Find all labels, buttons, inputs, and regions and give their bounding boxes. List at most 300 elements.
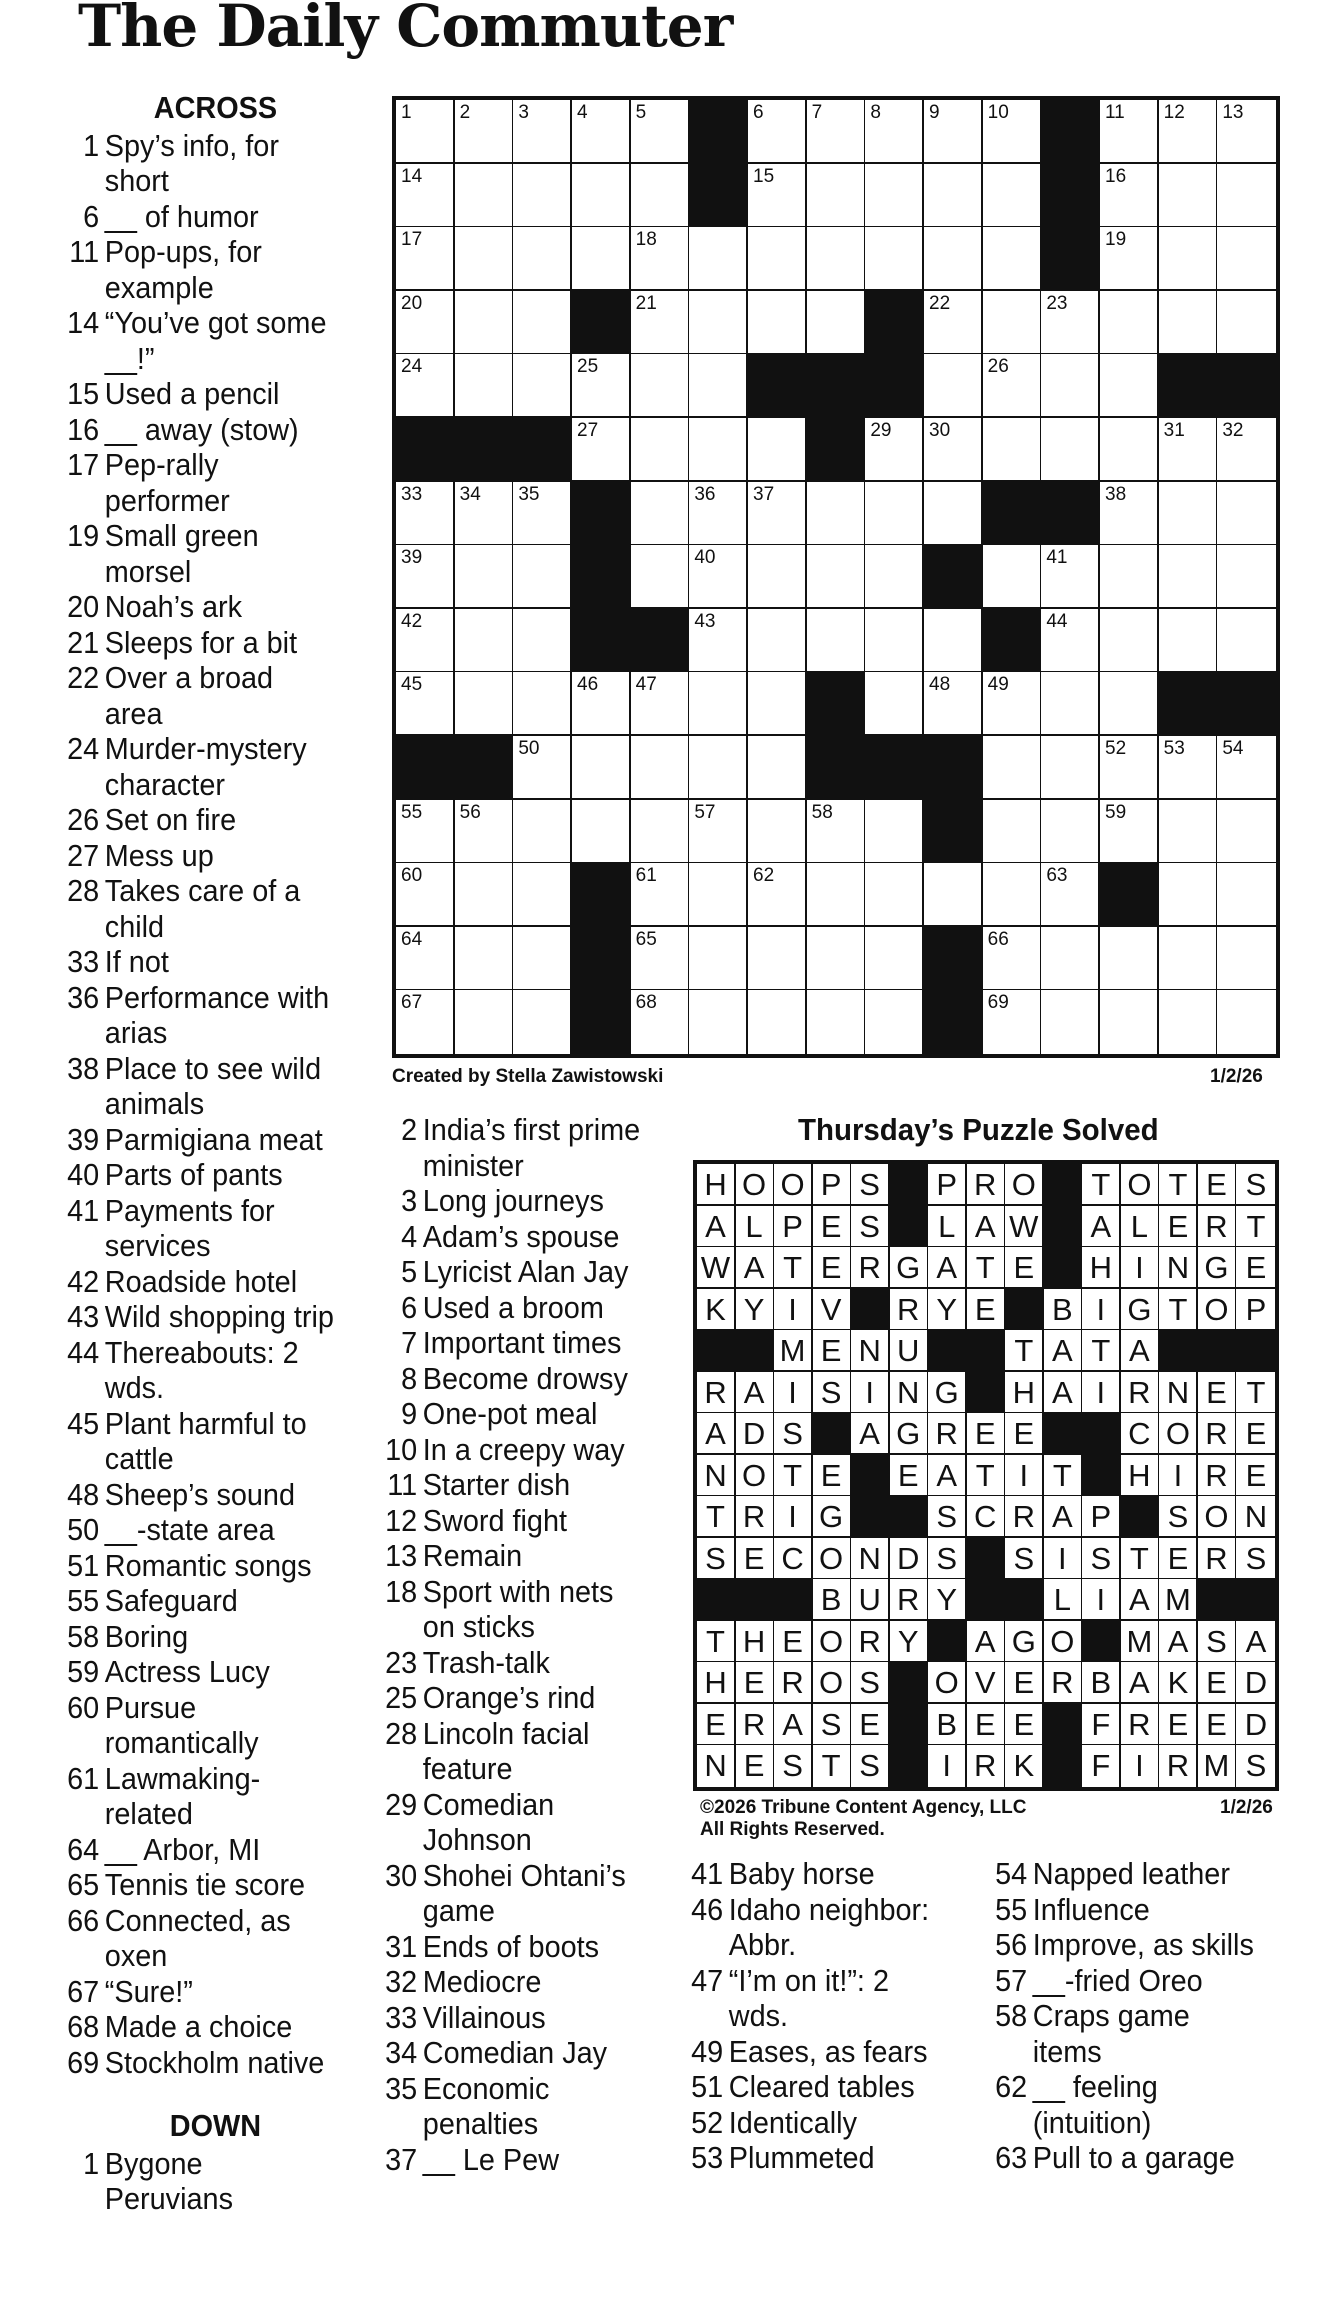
grid-cell[interactable]	[631, 354, 690, 418]
clue-item[interactable]	[62, 1157, 369, 1193]
grid-cell[interactable]	[631, 863, 690, 927]
clue-item[interactable]	[380, 1254, 659, 1290]
clue-item[interactable]	[62, 2009, 369, 2045]
grid-cell[interactable]	[807, 291, 866, 355]
grid-cell[interactable]	[455, 672, 514, 736]
grid-cell[interactable]	[455, 927, 514, 991]
grid-cell[interactable]	[396, 609, 455, 673]
solution-letter: L	[1130, 1208, 1148, 1244]
solution-cell	[1005, 1496, 1044, 1538]
solution-letter: O	[1050, 1623, 1075, 1659]
grid-cell[interactable]	[455, 100, 514, 164]
grid-cell[interactable]	[1159, 609, 1218, 673]
clue-item[interactable]	[990, 1998, 1297, 2069]
solution-letter: F	[1091, 1706, 1111, 1742]
grid-cell[interactable]	[807, 863, 866, 927]
clue-text: Sheep’s sound	[104, 1476, 296, 1512]
grid-cell[interactable]	[865, 418, 924, 482]
grid-cell[interactable]	[572, 418, 631, 482]
solution-cell	[1159, 1413, 1198, 1455]
grid-cell[interactable]	[807, 609, 866, 673]
grid-cell[interactable]	[689, 927, 748, 991]
clue-item[interactable]	[62, 447, 369, 518]
clue-item[interactable]	[686, 1963, 965, 2034]
clue-item[interactable]	[380, 1929, 659, 1965]
grid-cell[interactable]	[1100, 100, 1159, 164]
grid-cell[interactable]	[631, 545, 690, 609]
grid-cell[interactable]	[631, 927, 690, 991]
grid-cell[interactable]	[689, 418, 748, 482]
clue-item[interactable]	[62, 1193, 369, 1264]
solution-cell	[774, 1206, 813, 1248]
grid-cell[interactable]	[1217, 800, 1276, 864]
grid-cell[interactable]	[748, 672, 807, 736]
grid-cell[interactable]	[748, 609, 807, 673]
clue-item[interactable]	[380, 1325, 659, 1361]
clue-item[interactable]	[62, 2146, 369, 2217]
grid-cell[interactable]	[924, 291, 983, 355]
solution-cell	[851, 1247, 890, 1289]
grid-cell[interactable]	[396, 800, 455, 864]
clue-item[interactable]	[380, 1183, 659, 1219]
clue-item[interactable]	[62, 1690, 369, 1761]
clue-item[interactable]	[62, 234, 369, 305]
clue-item[interactable]	[380, 1112, 659, 1183]
grid-cell[interactable]	[631, 800, 690, 864]
grid-cell[interactable]	[748, 418, 807, 482]
grid-cell[interactable]	[1100, 800, 1159, 864]
grid-cell[interactable]	[865, 609, 924, 673]
grid-cell[interactable]	[455, 545, 514, 609]
grid-cell[interactable]	[689, 609, 748, 673]
grid-cell[interactable]	[748, 482, 807, 546]
grid-cell[interactable]	[513, 545, 572, 609]
clue-item[interactable]	[380, 1858, 659, 1929]
grid-cell[interactable]	[748, 545, 807, 609]
grid-cell[interactable]	[1100, 354, 1159, 418]
grid-cell[interactable]	[689, 736, 748, 800]
grid-cell[interactable]	[396, 863, 455, 927]
grid-cell[interactable]	[1217, 609, 1276, 673]
grid-cell[interactable]	[513, 800, 572, 864]
grid-cell[interactable]	[455, 609, 514, 673]
solution-cell	[813, 1247, 852, 1289]
grid-cell[interactable]	[748, 990, 807, 1054]
grid-cell[interactable]	[396, 164, 455, 228]
clue-item[interactable]	[62, 802, 369, 838]
grid-cell[interactable]	[631, 672, 690, 736]
grid-cell[interactable]	[455, 990, 514, 1054]
grid-cell[interactable]	[1041, 609, 1100, 673]
grid-cell[interactable]	[689, 800, 748, 864]
clue-item[interactable]	[62, 625, 369, 661]
grid-cell[interactable]	[1217, 482, 1276, 546]
clue-item[interactable]	[62, 1867, 369, 1903]
solution-letter: E	[1206, 1665, 1227, 1701]
grid-cell[interactable]	[865, 863, 924, 927]
clue-item[interactable]	[380, 1219, 659, 1255]
clue-item[interactable]	[62, 1583, 369, 1619]
grid-cell[interactable]	[572, 227, 631, 291]
clue-item[interactable]	[380, 1964, 659, 2000]
clue-text: Performance with	[104, 979, 330, 1015]
clue-item[interactable]	[380, 1432, 659, 1468]
grid-cell[interactable]	[1217, 863, 1276, 927]
clue-item[interactable]	[62, 1761, 369, 1832]
grid-cell[interactable]	[1159, 227, 1218, 291]
clue-item[interactable]	[62, 412, 369, 448]
grid-cell[interactable]	[1041, 291, 1100, 355]
grid-cell[interactable]	[455, 800, 514, 864]
grid-cell[interactable]	[1159, 164, 1218, 228]
grid-cell[interactable]	[1041, 672, 1100, 736]
grid-cell[interactable]	[807, 100, 866, 164]
clue-item[interactable]	[380, 1645, 659, 1681]
solution-letter: A	[1129, 1665, 1150, 1701]
clue-item[interactable]	[62, 731, 369, 802]
grid-cell[interactable]	[572, 672, 631, 736]
grid-cell[interactable]	[572, 800, 631, 864]
clue-item[interactable]	[990, 1927, 1297, 1963]
grid-cell[interactable]	[1217, 227, 1276, 291]
clue-item[interactable]	[990, 1892, 1297, 1928]
grid-cell[interactable]	[1100, 291, 1159, 355]
grid-cell[interactable]	[689, 227, 748, 291]
grid-cell[interactable]	[631, 990, 690, 1054]
grid-cell[interactable]	[631, 291, 690, 355]
grid-cell[interactable]	[1100, 990, 1159, 1054]
clue-item[interactable]	[380, 1290, 659, 1326]
grid-cell[interactable]	[396, 354, 455, 418]
clue-item[interactable]	[62, 1903, 369, 1974]
grid-cell[interactable]	[748, 227, 807, 291]
clue-item[interactable]	[990, 1856, 1297, 1892]
clue-number: 9	[401, 1396, 418, 1431]
clue-item[interactable]	[62, 1264, 369, 1300]
grid-cell[interactable]	[1159, 990, 1218, 1054]
clue-item[interactable]	[62, 873, 369, 944]
clue-item[interactable]	[62, 518, 369, 589]
grid-cell[interactable]	[807, 482, 866, 546]
grid-cell[interactable]	[513, 672, 572, 736]
grid-cell[interactable]	[1159, 100, 1218, 164]
grid-cell[interactable]	[689, 482, 748, 546]
grid-cell[interactable]	[748, 800, 807, 864]
clue-item[interactable]	[380, 1538, 659, 1574]
grid-cell[interactable]	[513, 291, 572, 355]
clue-item[interactable]	[380, 2035, 659, 2071]
clue-item[interactable]	[62, 1654, 369, 1690]
grid-cell[interactable]	[1159, 736, 1218, 800]
clue-item[interactable]	[990, 2140, 1297, 2176]
grid-cell[interactable]	[983, 736, 1042, 800]
clue-item[interactable]	[380, 1574, 659, 1645]
grid-cell[interactable]	[396, 545, 455, 609]
grid-cell[interactable]	[513, 736, 572, 800]
clue-item[interactable]	[380, 1503, 659, 1539]
clue-item[interactable]	[62, 376, 369, 412]
grid-cell[interactable]	[865, 672, 924, 736]
clue-item[interactable]	[990, 1963, 1297, 1999]
grid-cell[interactable]	[865, 800, 924, 864]
grid-cell[interactable]	[1217, 927, 1276, 991]
clue-item[interactable]	[62, 1406, 369, 1477]
grid-cell[interactable]	[689, 354, 748, 418]
solution-letter: S	[1090, 1540, 1112, 1576]
grid-cell[interactable]	[983, 863, 1042, 927]
grid-cell[interactable]	[1041, 800, 1100, 864]
grid-cell[interactable]	[748, 736, 807, 800]
grid-cell[interactable]	[865, 990, 924, 1054]
solution-cell	[1044, 1579, 1083, 1621]
grid-cell[interactable]	[983, 354, 1042, 418]
grid-cell[interactable]	[1217, 164, 1276, 228]
clue-item[interactable]	[62, 1974, 369, 2010]
grid-cell[interactable]	[1041, 927, 1100, 991]
grid-cell[interactable]	[631, 736, 690, 800]
clue-item[interactable]	[62, 2045, 369, 2081]
grid-cell[interactable]	[924, 863, 983, 927]
clue-item[interactable]	[62, 1335, 369, 1406]
grid-cell[interactable]	[865, 482, 924, 546]
grid-cell[interactable]	[455, 863, 514, 927]
grid-cell[interactable]	[396, 990, 455, 1054]
clue-item[interactable]	[62, 199, 369, 235]
clue-item[interactable]	[686, 2034, 965, 2070]
grid-cell[interactable]	[924, 100, 983, 164]
grid-cell[interactable]	[1041, 545, 1100, 609]
clue-item[interactable]	[686, 2140, 965, 2176]
grid-cell[interactable]	[983, 291, 1042, 355]
grid-cell[interactable]	[1217, 990, 1276, 1054]
grid-cell[interactable]	[924, 482, 983, 546]
grid-cell[interactable]	[631, 418, 690, 482]
grid-cell[interactable]	[983, 672, 1042, 736]
grid-cell[interactable]	[983, 545, 1042, 609]
solution-cell	[1044, 1621, 1083, 1663]
clue-item[interactable]	[380, 1680, 659, 1716]
clue-item[interactable]	[62, 1477, 369, 1513]
grid-cell[interactable]	[513, 354, 572, 418]
clue-item[interactable]	[686, 1856, 965, 1892]
grid-cell[interactable]	[631, 100, 690, 164]
grid-cell[interactable]	[689, 990, 748, 1054]
grid-cell[interactable]	[983, 800, 1042, 864]
grid-cell[interactable]	[1159, 418, 1218, 482]
grid-cell[interactable]	[631, 227, 690, 291]
grid-cell[interactable]	[455, 227, 514, 291]
grid-cell[interactable]	[513, 863, 572, 927]
grid-cell[interactable]	[1217, 291, 1276, 355]
clue-number: 66	[67, 1902, 100, 1938]
grid-cell[interactable]	[748, 863, 807, 927]
grid-cell[interactable]	[865, 545, 924, 609]
grid-cell[interactable]	[924, 609, 983, 673]
clue-item[interactable]	[686, 2105, 965, 2141]
grid-cell[interactable]	[513, 100, 572, 164]
grid-cell[interactable]	[1041, 418, 1100, 482]
solution-letter: P	[782, 1208, 803, 1244]
grid-cell[interactable]	[396, 927, 455, 991]
grid-cell[interactable]	[513, 990, 572, 1054]
grid-cell[interactable]	[924, 227, 983, 291]
grid-cell[interactable]	[807, 545, 866, 609]
grid-cell[interactable]	[572, 354, 631, 418]
grid-cell[interactable]	[1100, 482, 1159, 546]
solution-letter: S	[859, 1167, 880, 1202]
grid-cell[interactable]	[924, 164, 983, 228]
clue-item[interactable]	[686, 2069, 965, 2105]
solution-letter: S	[782, 1748, 803, 1784]
clue-number: 43	[67, 1299, 100, 1334]
clue-item[interactable]	[62, 589, 369, 625]
grid-cell[interactable]	[865, 227, 924, 291]
grid-cell[interactable]	[1217, 100, 1276, 164]
grid-cell[interactable]	[689, 672, 748, 736]
grid-cell[interactable]	[1041, 990, 1100, 1054]
cell-number: 6	[753, 102, 764, 123]
grid-cell[interactable]	[1159, 800, 1218, 864]
grid-cell[interactable]	[513, 227, 572, 291]
grid-cell[interactable]	[807, 164, 866, 228]
grid-cell[interactable]	[455, 164, 514, 228]
grid-cell[interactable]	[396, 482, 455, 546]
grid-cell[interactable]	[1100, 672, 1159, 736]
clue-item[interactable]	[62, 128, 369, 199]
grid-cell[interactable]	[1041, 354, 1100, 418]
grid-cell[interactable]	[1100, 545, 1159, 609]
grid-cell[interactable]	[983, 990, 1042, 1054]
grid-cell[interactable]	[748, 291, 807, 355]
grid-cell[interactable]	[983, 418, 1042, 482]
grid-cell[interactable]	[1100, 164, 1159, 228]
grid-cell[interactable]	[455, 291, 514, 355]
clue-item[interactable]	[990, 2069, 1297, 2140]
grid-cell[interactable]	[807, 800, 866, 864]
grid-cell[interactable]	[689, 863, 748, 927]
clue-text: Johnson	[422, 1822, 532, 1857]
grid-cell[interactable]	[1159, 863, 1218, 927]
clue-item[interactable]	[380, 1787, 659, 1858]
clue-item[interactable]	[62, 1299, 369, 1335]
grid-cell[interactable]	[513, 482, 572, 546]
grid-cell[interactable]	[1100, 227, 1159, 291]
grid-cell[interactable]	[572, 736, 631, 800]
grid-cell[interactable]	[689, 545, 748, 609]
clue-item[interactable]	[380, 1716, 659, 1787]
grid-cell[interactable]	[396, 291, 455, 355]
clue-item[interactable]	[62, 1619, 369, 1655]
grid-cell[interactable]	[1100, 736, 1159, 800]
solution-letter: S	[782, 1416, 803, 1452]
clue-item[interactable]	[380, 2000, 659, 2036]
grid-cell[interactable]	[1217, 545, 1276, 609]
clue-number: 50	[67, 1512, 100, 1547]
clue-item[interactable]	[62, 305, 369, 376]
grid-cell[interactable]	[983, 227, 1042, 291]
grid-cell[interactable]	[1100, 927, 1159, 991]
clue-item[interactable]	[686, 1892, 965, 1963]
grid-cell[interactable]	[1159, 291, 1218, 355]
clue-item[interactable]	[62, 1122, 369, 1158]
grid-cell[interactable]	[1159, 927, 1218, 991]
grid-cell[interactable]	[513, 927, 572, 991]
grid-cell[interactable]	[807, 927, 866, 991]
grid-cell[interactable]	[1217, 736, 1276, 800]
clue-item[interactable]	[62, 1832, 369, 1868]
grid-cell[interactable]	[396, 672, 455, 736]
crossword-grid[interactable]	[392, 96, 1280, 1058]
grid-cell[interactable]	[631, 482, 690, 546]
clue-item[interactable]	[380, 2071, 659, 2142]
solution-letter: R	[742, 1499, 766, 1535]
grid-cell[interactable]	[1159, 482, 1218, 546]
grid-cell[interactable]	[1041, 736, 1100, 800]
solution-cell	[851, 1206, 890, 1248]
grid-cell[interactable]	[1041, 863, 1100, 927]
grid-cell[interactable]	[455, 482, 514, 546]
grid-cell[interactable]	[513, 164, 572, 228]
grid-cell[interactable]	[1217, 418, 1276, 482]
grid-cell[interactable]	[748, 100, 807, 164]
clue-item[interactable]	[62, 1512, 369, 1548]
solution-cell	[697, 1496, 736, 1538]
clue-item[interactable]	[62, 980, 369, 1051]
grid-cell[interactable]	[983, 164, 1042, 228]
grid-cell[interactable]	[631, 164, 690, 228]
grid-cell[interactable]	[689, 291, 748, 355]
grid-cell[interactable]	[865, 164, 924, 228]
clue-item[interactable]	[380, 1361, 659, 1397]
solution-letter: M	[779, 1333, 806, 1369]
grid-cell[interactable]	[1100, 609, 1159, 673]
grid-cell[interactable]	[572, 100, 631, 164]
clue-item[interactable]	[62, 1548, 369, 1584]
clue-number: 34	[385, 2035, 418, 2070]
grid-cell[interactable]	[807, 227, 866, 291]
grid-cell[interactable]	[924, 672, 983, 736]
solution-cell	[1121, 1621, 1160, 1663]
grid-cell[interactable]	[513, 609, 572, 673]
grid-cell[interactable]	[748, 927, 807, 991]
clue-item[interactable]	[380, 1467, 659, 1503]
clue-text: Parmigiana meat	[104, 1121, 323, 1157]
grid-cell[interactable]	[924, 418, 983, 482]
grid-cell[interactable]	[572, 164, 631, 228]
grid-cell[interactable]	[807, 990, 866, 1054]
grid-cell[interactable]	[924, 354, 983, 418]
black-square	[983, 482, 1042, 546]
grid-cell[interactable]	[983, 100, 1042, 164]
grid-cell[interactable]	[1100, 418, 1159, 482]
grid-cell[interactable]	[983, 927, 1042, 991]
clue-item[interactable]	[62, 1051, 369, 1122]
grid-cell[interactable]	[748, 164, 807, 228]
clue-item[interactable]	[380, 1396, 659, 1432]
clue-item[interactable]	[62, 838, 369, 874]
solution-letter: N	[704, 1748, 727, 1784]
grid-cell[interactable]	[396, 100, 455, 164]
solution-letter: S	[1167, 1499, 1189, 1535]
grid-cell[interactable]	[1159, 545, 1218, 609]
clue-item[interactable]	[62, 660, 369, 731]
grid-cell[interactable]	[865, 927, 924, 991]
grid-cell[interactable]	[396, 227, 455, 291]
grid-cell[interactable]	[455, 354, 514, 418]
grid-cell[interactable]	[865, 100, 924, 164]
clue-item[interactable]	[380, 2142, 659, 2178]
clue-item[interactable]	[62, 944, 369, 980]
